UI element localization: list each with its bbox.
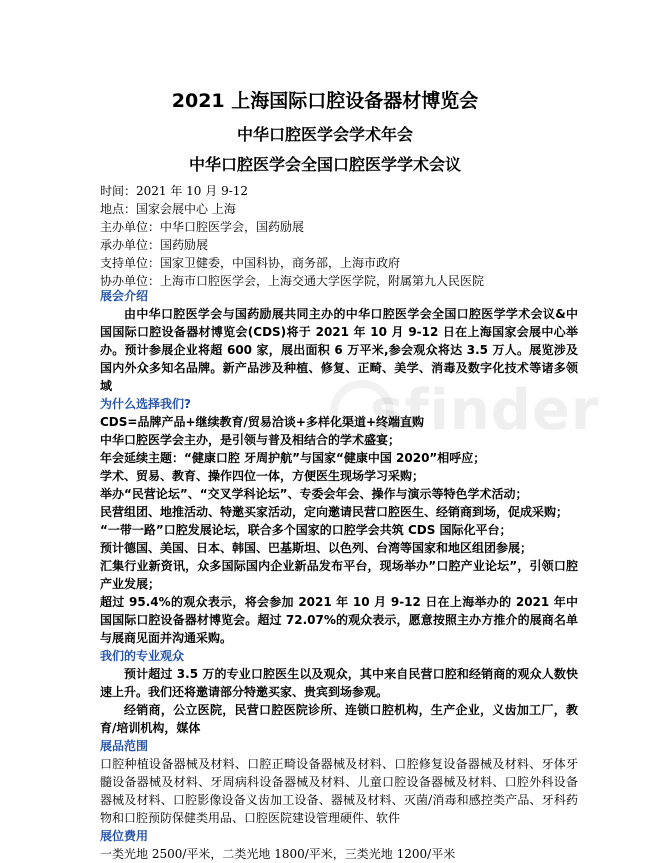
section-heading-why: 为什么选择我们? — [100, 397, 191, 411]
why-paragraph-forum: 汇集行业新资讯，众多国际国内企业新品发布平台，现场举办”口腔产业论坛”，引领口腔产业发展； — [100, 559, 578, 591]
why-paragraph-survey: 超过 95.4%的观众表示，将会参加 2021 年 10 月 9-12 日在上海举办的 2021 年中国国际口腔设备器材博览会。超过 72.07%的观众表示，愿意按照主办方推介的展商名单与展商见面并沟通采购。 — [100, 595, 578, 645]
info-organizer: 主办单位：中华口腔医学会，国药励展 — [100, 220, 305, 234]
scope-paragraph: 口腔种植设备器械及材料、口腔正畸设备器械及材料、口腔修复设备器械及材料、牙体牙髓设备器械及材料、牙周病科设备器械及材料、儿童口腔设备器械及材料、口腔外科设备器械及材料、口腔影像设备义齿加工设备、器械及材料、灭菌/消毒和感控类产品、牙科药物和口腔预防保健类用品、口腔医院建设管理硬件、软件 — [100, 757, 578, 825]
why-line: “一带一路”口腔发展论坛，联合多个国家的口腔学会共筑 CDS 国际化平台； — [100, 523, 512, 537]
why-line: 中华口腔医学会主办，是引领与普及相结合的学术盛宴； — [100, 433, 401, 447]
why-line: 民营组团、地推活动、特邀买家活动，定向邀请民营口腔医生、经销商到场，促成采购； — [100, 505, 569, 519]
watermark-text: sfinder — [370, 378, 600, 443]
why-line: 预计德国、美国、日本、韩国、巴基斯坦、以色列、台湾等国家和地区组团参展； — [100, 541, 533, 555]
info-undertaker: 承办单位：国药励展 — [100, 238, 209, 252]
document-title: 2021 上海国际口腔设备器材博览会 — [171, 90, 479, 112]
why-line: 年会延续主题：“健康口腔 牙周护航”与国家“健康中国 2020”相呼应； — [100, 451, 486, 465]
fee-paragraph: 一类光地 2500/平米，二类光地 1800/平米，三类光地 1200/平米 — [100, 847, 456, 861]
section-heading-intro: 展会介绍 — [100, 289, 149, 303]
section-heading-scope: 展品范围 — [100, 739, 149, 753]
document-body — [100, 287, 578, 863]
info-co-organizer: 协办单位：上海市口腔医学会，上海交通大学医学院，附属第九人民医院 — [100, 274, 485, 288]
info-supporter: 支持单位：国家卫健委，中国科协，商务部，上海市政府 — [100, 256, 401, 270]
info-location: 地点：国家会展中心 上海 — [100, 202, 236, 216]
info-time: 时间：2021 年 10 月 9-12 — [100, 184, 249, 198]
audience-types: 经销商，公立医院，民营口腔医院诊所、连锁口腔机构，生产企业，义齿加工厂，教育/培训机构，媒体 — [100, 703, 578, 735]
intro-paragraph: 由中华口腔医学会与国药励展共同主办的中华口腔医学会全国口腔医学学术会议&中国国际口腔设备器材博览会(CDS)将于 2021 年 10 月 9-12 日在上海国家会展中心举办。预计参展企业将超 600 家，展出面积 6 万平米,参会观众将达 3.5 万人。展览涉及国内外众多知名品牌。新产品涉及种植、修复、正畸、美学、消毒及数字化技术等诸多领域 — [100, 307, 578, 393]
document-subtitle-2: 中华口腔医学会全国口腔医学学术会议 — [188, 155, 461, 174]
section-heading-fee: 展位费用 — [100, 829, 149, 843]
section-heading-audience: 我们的专业观众 — [100, 649, 185, 663]
document-subtitle-1: 中华口腔医学会学术年会 — [236, 125, 413, 144]
why-line: CDS=品牌产品+继续教育/贸易洽谈+多样化渠道+终端直购 — [100, 415, 425, 429]
why-line: 学术、贸易、教育、操作四位一体，方便医生现场学习采购； — [100, 469, 425, 483]
audience-paragraph: 预计超过 3.5 万的专业口腔医生以及观众，其中来自民营口腔和经销商的观众人数快速上升。我们还将邀请部分特邀买家、贵宾到场参观。 — [100, 667, 578, 699]
event-info — [100, 182, 620, 290]
why-line: 举办“民营论坛”、“交叉学科论坛”、专委会年会、操作与演示等特色学术活动； — [100, 487, 528, 501]
